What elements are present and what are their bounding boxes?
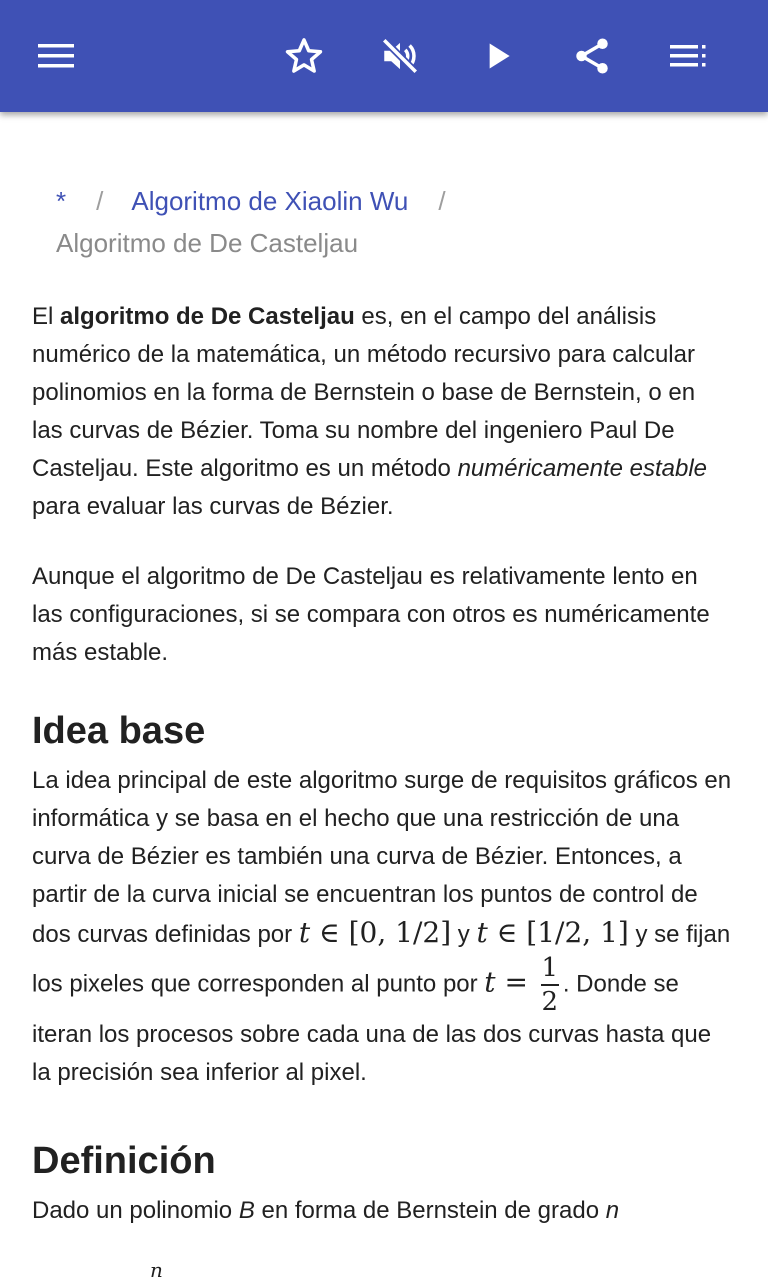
- bold-term: algoritmo de De Casteljau: [60, 303, 355, 330]
- share-icon: [571, 35, 613, 77]
- math-var: t: [484, 965, 496, 999]
- breadcrumb-separator: /: [438, 186, 446, 216]
- toc-list-icon: [668, 36, 708, 76]
- text: Dado un polinomio: [32, 1197, 239, 1224]
- toc-button[interactable]: [660, 28, 716, 84]
- text: y: [451, 921, 477, 948]
- text: en forma de Bernstein de grado: [254, 1197, 606, 1224]
- play-button[interactable]: [470, 28, 526, 84]
- share-button[interactable]: [564, 28, 620, 84]
- math-interval-2: [476, 916, 628, 949]
- volume-off-icon: [379, 35, 421, 77]
- math-expr: ∈ [1/2, 1]: [487, 916, 629, 949]
- breadcrumb-root-link[interactable]: *: [56, 186, 67, 216]
- math-expr: ∈ [0, 1/2]: [310, 916, 452, 949]
- math-var: n: [605, 1197, 620, 1224]
- breadcrumb-current: Algoritmo de De Casteljau: [56, 228, 359, 258]
- menu-button[interactable]: [28, 28, 84, 84]
- section-heading-idea: Idea base: [32, 710, 206, 752]
- fraction-bar: [541, 984, 559, 986]
- intro-paragraph: [32, 298, 732, 526]
- menu-icon: [36, 36, 76, 76]
- text: . Donde se iteran los procesos sobre cada una de las dos curvas hasta que la precisión sea inferior al pixel.: [32, 970, 712, 1086]
- mute-button[interactable]: [372, 28, 428, 84]
- play-icon: [478, 36, 518, 76]
- star-outline-icon: [283, 35, 325, 77]
- math-expr: =: [495, 965, 537, 999]
- text: es, en el campo del análisis numérico de la matemática, un método recursivo para calcular polinomios en la forma de Bernstein o base de Bernstein, o en las curvas de Bézier. Toma su nombre del ingeniero Paul De Casteljau. Este algoritmo es un método: [32, 303, 696, 482]
- breadcrumb-separator: /: [96, 186, 104, 216]
- math-var: B: [238, 1197, 255, 1224]
- breadcrumb-parent-link[interactable]: Algoritmo de Xiaolin Wu: [131, 186, 409, 216]
- math-interval-1: [299, 916, 451, 949]
- math-var: t: [476, 916, 488, 949]
- math-t-equals: [484, 965, 537, 998]
- text: para evaluar las curvas de Bézier.: [32, 493, 394, 520]
- text: La idea principal de este algoritmo surge de requisitos gráficos en informática y se basa en el hecho que una restricción de una curva de Bézier es también una curva de Bézier. Entonces, a partir de la curva inicial se encuentran los puntos de control de dos curvas definidas por: [32, 767, 732, 948]
- text: y se fijan los pixeles que corresponden al punto por: [32, 921, 731, 998]
- italic-term: numéricamente estable: [457, 455, 708, 482]
- definition-paragraph: [32, 1192, 732, 1230]
- favorite-button[interactable]: [276, 28, 332, 84]
- math-fraction: [541, 954, 559, 1016]
- math-var: t: [298, 916, 311, 949]
- fraction-denominator: 2: [541, 987, 559, 1017]
- comparison-paragraph: Aunque el algoritmo de De Casteljau es relativamente lento en las configuraciones, si se compara con otros es numéricamente más estable.: [32, 563, 710, 666]
- section-heading-definition: Definición: [32, 1140, 216, 1182]
- fraction-numerator: 1: [541, 953, 559, 983]
- formula-sum-upper-limit: n: [150, 1258, 163, 1282]
- text: El: [32, 303, 61, 330]
- app-toolbar: [0, 0, 768, 112]
- idea-paragraph: [32, 762, 732, 1092]
- breadcrumb: [56, 180, 736, 264]
